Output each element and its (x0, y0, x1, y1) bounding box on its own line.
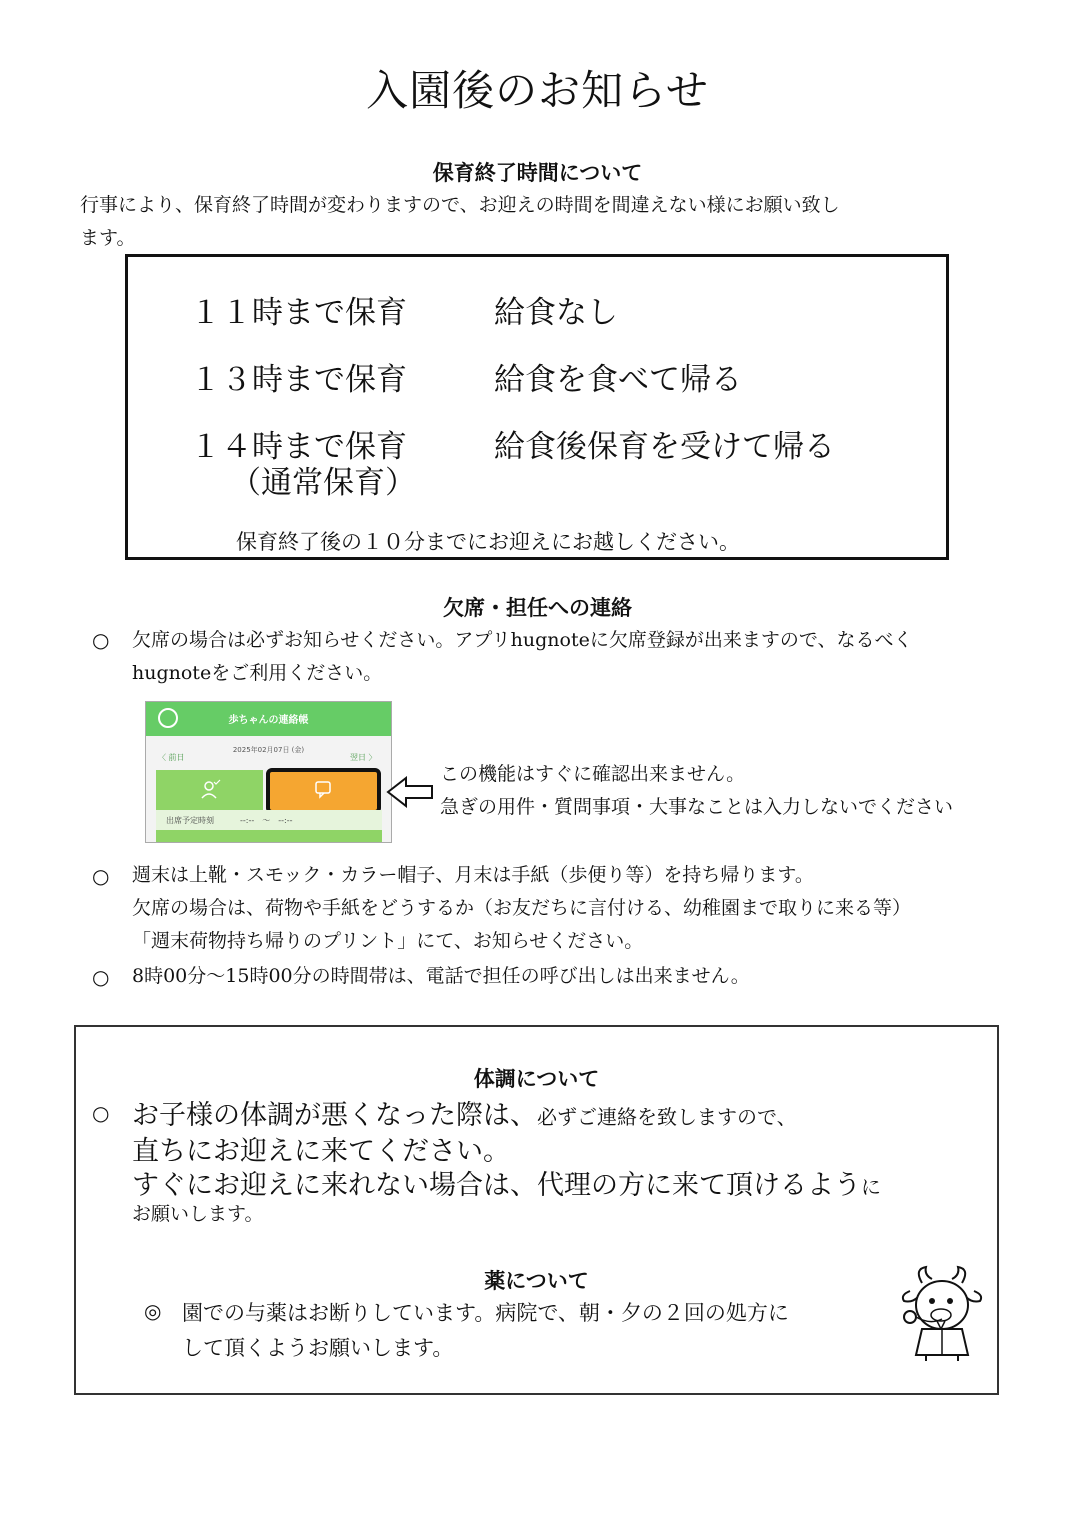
absence-item2-line2: 欠席の場合は、荷物や手紙をどうするか（お友だちに言付ける、幼稚園まで取りに来る等） (132, 897, 912, 919)
bullet-double-circle: ◎ (144, 1299, 162, 1323)
attendance-row (156, 810, 382, 830)
bullet-circle: ○ (92, 965, 110, 989)
row-desc-14: 給食後保育を受けて帰る (494, 429, 835, 465)
bullet-circle: ○ (92, 628, 110, 652)
end-time-box (125, 254, 949, 560)
absence-item2-line1: 週末は上靴・スモック・カラー帽子、月末は手紙（歩便り等）を持ち帰ります。 (132, 864, 814, 886)
intro-line-2: ます。 (80, 227, 136, 249)
section-heading-medicine: 薬について (484, 1269, 589, 1293)
app-next-day[interactable]: 翌日 〉 (350, 753, 377, 762)
section-heading-absence: 欠席・担任への連絡 (443, 596, 632, 620)
absence-item2-line3: 「週末荷物持ち帰りのプリント」にて、お知らせください。 (132, 930, 644, 952)
health-medicine-box (74, 1025, 999, 1395)
intro-line-1: 行事により、保育終了時間が変わりますので、お迎えの時間を間違えない様にお願い致し (80, 194, 840, 216)
app-note-line2: 急ぎの用件・質問事項・大事なことは入力しないでください (440, 796, 954, 818)
app-note-line1: この機能はすぐに確認出来ません。 (440, 763, 746, 785)
attendance-row-value: --:-- ～ --:-- (240, 816, 293, 825)
bullet-circle: ○ (92, 864, 110, 888)
goat-doctor-illustration (892, 1265, 992, 1365)
health-line1-big: お子様の体調が悪くなった際は、 (132, 1100, 537, 1131)
arrow-left-icon (386, 776, 434, 808)
section-heading-end-time: 保育終了時間について (432, 161, 643, 185)
row-desc-11: 給食なし (494, 295, 618, 331)
section-heading-health: 体調について (473, 1067, 600, 1091)
attendance-row-label: 出席予定時刻 (166, 816, 214, 825)
app-bottom-bar (156, 830, 382, 842)
row-time-11: １１時まで保育 (190, 295, 407, 331)
bullet-circle: ○ (92, 1101, 110, 1125)
medicine-line2: して頂くようお願いします。 (182, 1336, 454, 1360)
health-line1-small: 必ずご連絡を致しますので、 (537, 1105, 797, 1129)
health-line3-big: すぐにお迎えに来れない場合は、代理の方に来て頂けるよう (132, 1170, 861, 1201)
absence-item3: 8時00分～15時00分の時間帯は、電話で担任の呼び出しは出来ません。 (132, 965, 750, 987)
row-desc-13: 給食を食べて帰る (494, 362, 742, 398)
health-line2: 直ちにお迎えに来てください。 (132, 1136, 510, 1167)
health-line3-small: に (861, 1175, 881, 1199)
row-time-13: １３時まで保育 (190, 362, 407, 398)
person-check-icon (156, 770, 263, 810)
app-title: 歩ちゃんの連絡帳 (228, 715, 309, 726)
message-card[interactable] (266, 768, 381, 814)
chat-bubble-icon (270, 772, 377, 810)
absence-item1-line1: 欠席の場合は必ずお知らせください。アプリhugnoteに欠席登録が出来ますので、なるべく (132, 629, 913, 651)
app-prev-day[interactable]: 〈 前日 (158, 753, 185, 762)
app-date: 2025年02月07日 (金) (232, 746, 305, 754)
row-time-14: １４時まで保育 (190, 429, 407, 465)
attendance-card[interactable] (156, 770, 263, 810)
medicine-line1: 園での与薬はお断りしています。病院で、朝・夕の２回の処方に (182, 1301, 789, 1325)
absence-item1-line2: hugnoteをご利用ください。 (132, 662, 383, 684)
health-line4: お願いします。 (132, 1203, 264, 1225)
row-sub-normal: （通常保育） (230, 465, 416, 501)
page-title: 入園後のお知らせ (366, 66, 709, 115)
app-screenshot (145, 701, 392, 843)
end-time-footer: 保育終了後の１０分までにお迎えにお越しください。 (236, 530, 740, 554)
